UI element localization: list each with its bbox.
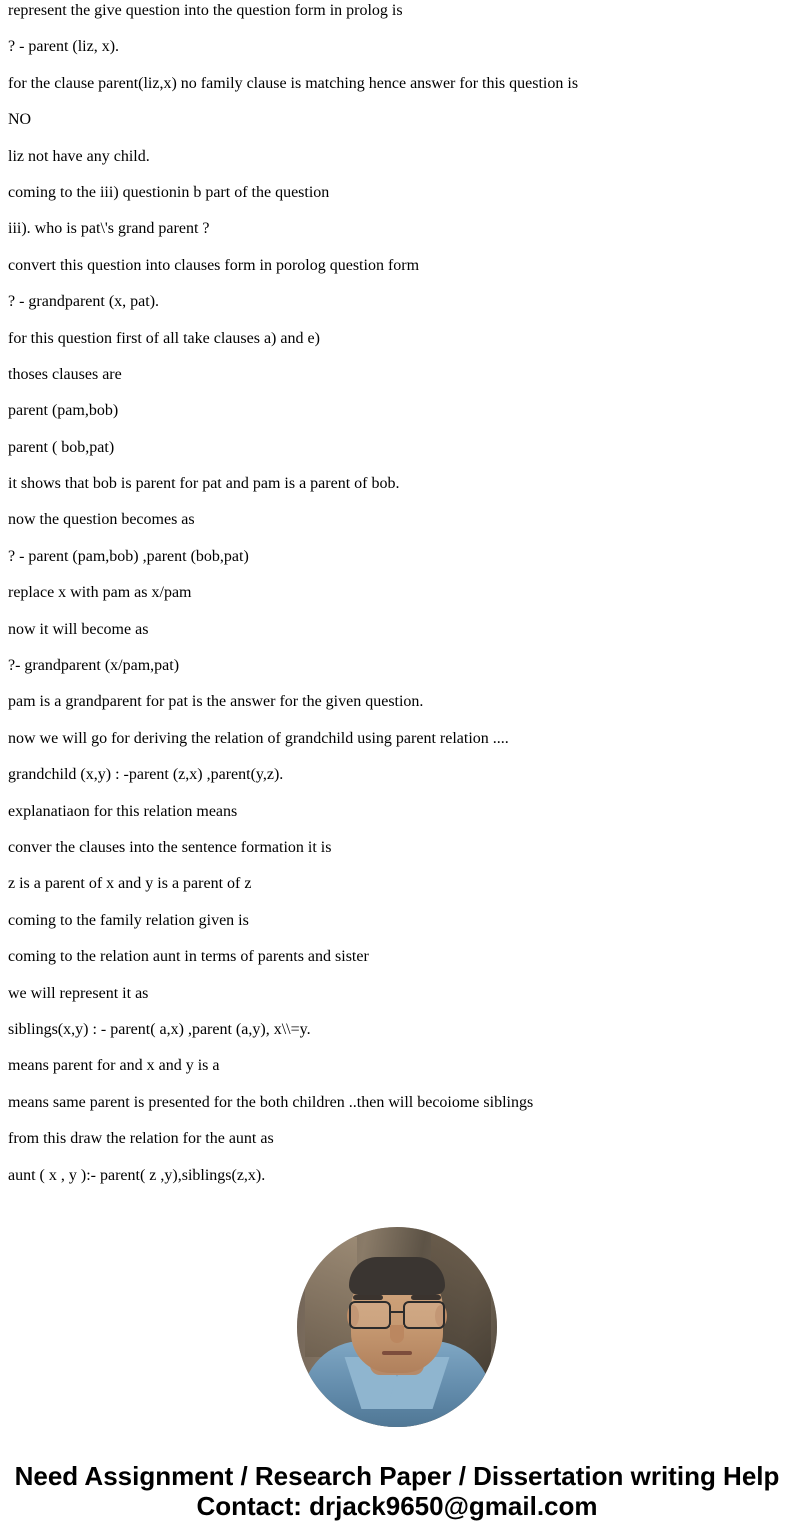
paragraph: pam is a grandparent for pat is the answer for the given question. — [8, 693, 424, 711]
portrait-brow-left — [353, 1295, 383, 1300]
paragraph: ?- grandparent (x/pam,pat) — [8, 657, 180, 675]
paragraph: NO — [8, 111, 32, 129]
paragraph: it shows that bob is parent for pat and pam is a parent of bob. — [8, 475, 400, 493]
portrait-mouth — [382, 1351, 412, 1355]
paragraph: explanatiaon for this relation means — [8, 802, 238, 820]
paragraph: now it will become as — [8, 620, 149, 638]
paragraph: thoses clauses are — [8, 365, 122, 383]
footer-line-1: Need Assignment / Research Paper / Dissertation writing Help — [14, 1460, 780, 1491]
paragraph: conver the clauses into the sentence formation it is — [8, 838, 332, 856]
avatar — [297, 1227, 497, 1427]
document-body — [8, 0, 786, 1185]
paragraph: coming to the iii) questionin b part of the question — [8, 183, 330, 201]
portrait-lens-right — [403, 1301, 445, 1329]
paragraph: z is a parent of x and y is a parent of z — [8, 875, 252, 893]
paragraph: siblings(x,y) : - parent( a,x) ,parent (a,y), x\\=y. — [8, 1020, 311, 1038]
paragraph: parent ( bob,pat) — [8, 438, 115, 456]
paragraph: iii). who is pat\'s grand parent ? — [8, 220, 210, 238]
portrait-lens-left — [349, 1301, 391, 1329]
paragraph: means same parent is presented for the both children ..then will becoiome siblings — [8, 1093, 534, 1111]
paragraph: aunt ( x , y ):- parent( z ,y),siblings(z,x). — [8, 1166, 266, 1184]
footer-line-2: Contact: drjack9650@gmail.com — [196, 1491, 598, 1522]
paragraph: ? - grandparent (x, pat). — [8, 293, 160, 311]
paragraph: from this draw the relation for the aunt as — [8, 1130, 274, 1148]
footer-promo — [8, 1461, 786, 1540]
glasses-icon — [345, 1301, 449, 1325]
paragraph: liz not have any child. — [8, 147, 150, 165]
paragraph: we will represent it as — [8, 984, 149, 1002]
paragraph: parent (pam,bob) — [8, 402, 119, 420]
paragraph: means parent for and x and y is a — [8, 1057, 220, 1075]
paragraph: grandchild (x,y) : -parent (z,x) ,parent(y,z). — [8, 766, 284, 784]
portrait-nose — [390, 1325, 404, 1343]
paragraph: convert this question into clauses form in porolog question form — [8, 256, 420, 274]
portrait-hair — [349, 1257, 445, 1295]
paragraph: for the clause parent(liz,x) no family clause is matching hence answer for this question is — [8, 74, 579, 92]
paragraph: coming to the family relation given is — [8, 911, 249, 929]
paragraph: represent the give question into the question form in prolog is — [8, 2, 403, 19]
paragraph: coming to the relation aunt in terms of parents and sister — [8, 948, 369, 966]
paragraph: now we will go for deriving the relation of grandchild using parent relation .... — [8, 729, 509, 747]
paragraph: replace x with pam as x/pam — [8, 584, 192, 602]
portrait-wall-panel-left — [305, 1237, 357, 1357]
paragraph: for this question first of all take clauses a) and e) — [8, 329, 320, 347]
portrait-glasses-bridge — [391, 1311, 403, 1313]
paragraph: now the question becomes as — [8, 511, 195, 529]
paragraph: ? - parent (liz, x). — [8, 38, 120, 56]
paragraph: ? - parent (pam,bob) ,parent (bob,pat) — [8, 547, 249, 565]
portrait-brow-right — [411, 1295, 441, 1300]
portrait-block — [8, 1227, 786, 1427]
